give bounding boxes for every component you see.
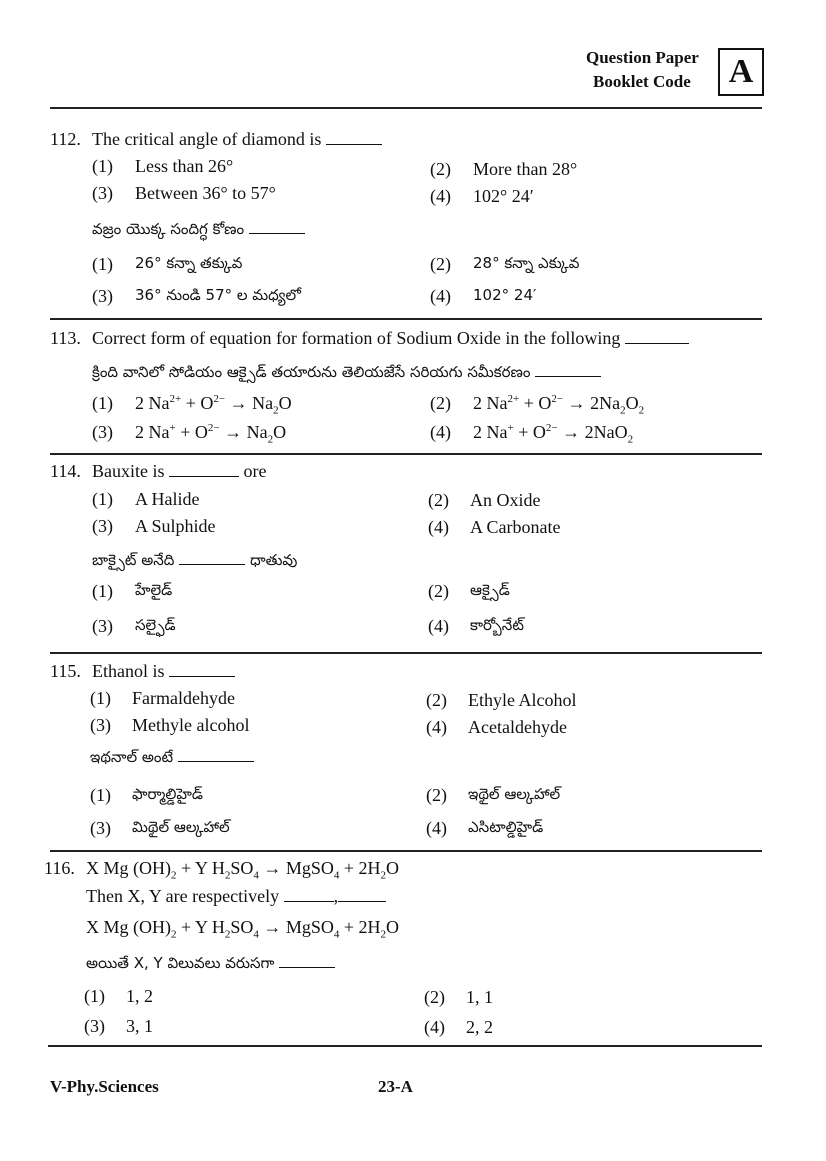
- option-text: 1, 1: [466, 987, 493, 1007]
- equation-line: X Mg $(OH)_2 + Y$ $H_2SO_4$ → MgSO$_4$ + $2H_2O$: [86, 858, 400, 882]
- option-text: 102° 24′: [473, 186, 534, 206]
- page-number: 23-A: [378, 1077, 413, 1096]
- option-text-telugu: ఆక్సైడ్: [470, 581, 510, 599]
- option-text-telugu: కార్బోనేట్: [470, 616, 524, 634]
- option-number: (3): [90, 818, 111, 838]
- option-number: (2): [428, 490, 449, 510]
- option-text-telugu: 28° కన్నా ఎక్కువ: [473, 254, 580, 272]
- option-number: (2): [428, 581, 449, 601]
- option-text-telugu: ఎసిటాల్డిహైడ్: [468, 818, 544, 836]
- question-text: Then X, Y are respectively ,: [86, 885, 386, 907]
- option-text-telugu: 102° 24′: [473, 286, 537, 304]
- option-number: (4): [430, 422, 451, 442]
- option-text-telugu: 26° కన్నా తక్కువ: [135, 254, 243, 272]
- question-text-telugu: క్రింది వానిలో సోడియం ఆక్సైడ్ తయారును తెలియజేసే సరియగు సమీకరణం: [92, 361, 601, 385]
- option-number: (2): [426, 690, 447, 710]
- question-text: The critical angle of diamond is: [92, 128, 382, 150]
- question-number: 114.: [50, 461, 81, 481]
- option-text: Less than 26°: [135, 156, 234, 176]
- option-number: (1): [92, 489, 113, 509]
- option-number: (3): [92, 422, 113, 442]
- question-number: 112.: [50, 129, 81, 149]
- option-number: (4): [428, 517, 449, 537]
- question-text: Bauxite is ore: [92, 461, 267, 481]
- option-text: Farmaldehyde: [132, 688, 235, 708]
- option-text: An Oxide: [470, 490, 541, 510]
- option-number: (2): [430, 393, 451, 413]
- option-number: (4): [426, 717, 447, 737]
- question-text-telugu: ఇథనాల్ అంటే: [90, 746, 254, 770]
- booklet-code-label-2: Booklet Code: [593, 72, 691, 91]
- question-divider: [50, 652, 762, 654]
- option-text: A Carbonate: [470, 517, 561, 537]
- option-text-telugu: 36° నుండి 57° ల మధ్యలో: [135, 286, 301, 304]
- question-text-telugu: వజ్రం యొక్క సందిగ్ధ కోణం: [92, 218, 305, 242]
- option-text: More than 28°: [473, 159, 578, 179]
- option-number: (1): [92, 156, 113, 176]
- option-number: (2): [426, 785, 447, 805]
- question-number: 116.: [44, 858, 75, 878]
- option-text-telugu: సల్ఫైడ్: [135, 616, 176, 634]
- question-text: Ethanol is: [92, 660, 235, 682]
- option-number: (3): [84, 1016, 105, 1036]
- question-number: 113.: [50, 328, 81, 348]
- booklet-code-box: A: [718, 48, 764, 96]
- option-number: (1): [84, 986, 105, 1006]
- question-text-telugu: అయితే X, Y విలువలు వరుసగా: [86, 952, 335, 976]
- question-divider: [50, 850, 762, 852]
- footer-rule: [48, 1045, 762, 1047]
- option-number: (1): [90, 688, 111, 708]
- option-text: 2, 2: [466, 1017, 493, 1037]
- option-number: (4): [430, 186, 451, 206]
- question-text-telugu: బాక్సైట్ అనేది ధాతువు: [92, 551, 298, 569]
- option-text: 3, 1: [126, 1016, 153, 1036]
- option-number: (4): [428, 616, 449, 636]
- option-text-telugu: ఇథైల్ ఆల్కహాల్: [468, 785, 561, 803]
- question-number: 115.: [50, 661, 81, 681]
- question-divider: [50, 318, 762, 320]
- equation-line-repeat: X Mg $(OH)_2 + Y$ $H_2SO_4$ → MgSO$_4$ + $2H_2O$: [86, 917, 400, 941]
- option-text: A Sulphide: [135, 516, 216, 536]
- option-number: (3): [92, 616, 113, 636]
- option-number: (3): [92, 286, 113, 306]
- option-text-telugu: మిథైల్ ఆల్కహాల్: [132, 818, 230, 836]
- option-text: Between 36° to 57°: [135, 183, 276, 203]
- option-number: (3): [92, 183, 113, 203]
- option-text: Ethyle Alcohol: [468, 690, 577, 710]
- question-divider: [50, 453, 762, 455]
- option-number: (2): [430, 254, 451, 274]
- footer-subject: V-Phy.Sciences: [50, 1077, 159, 1096]
- option-text: Acetaldehyde: [468, 717, 567, 737]
- option-number: (1): [92, 254, 113, 274]
- option-number: (1): [90, 785, 111, 805]
- option-number: (4): [426, 818, 447, 838]
- option-number: (3): [90, 715, 111, 735]
- option-number: (2): [424, 987, 445, 1007]
- header-rule: [50, 107, 762, 109]
- option-number: (2): [430, 159, 451, 179]
- option-number: (1): [92, 393, 113, 413]
- option-number: (1): [92, 581, 113, 601]
- question-text: Correct form of equation for formation of Sodium Oxide in the following: [92, 327, 689, 349]
- equation-option: 2 $Na^{2+} + O^{2-} \to Na_2O$: [135, 393, 292, 417]
- option-text-telugu: హేలైడ్: [135, 581, 173, 599]
- option-number: (3): [92, 516, 113, 536]
- equation-option: 2 $Na^{2+} + O^{2-} \to 2Na_2O_2$: [473, 393, 645, 417]
- equation-option: 2 $Na^+ + O^{2-} \to Na_2O$: [135, 422, 287, 446]
- option-number: (4): [424, 1017, 445, 1037]
- booklet-code-label: Question Paper: [586, 48, 699, 67]
- option-text: 1, 2: [126, 986, 153, 1006]
- option-text: A Halide: [135, 489, 200, 509]
- option-text: Methyle alcohol: [132, 715, 250, 735]
- option-number: (4): [430, 286, 451, 306]
- equation-option: 2 $Na^+ + O^{2-} \to 2NaO_2$: [473, 422, 634, 446]
- option-text-telugu: ఫార్మాల్డిహైడ్: [132, 785, 203, 803]
